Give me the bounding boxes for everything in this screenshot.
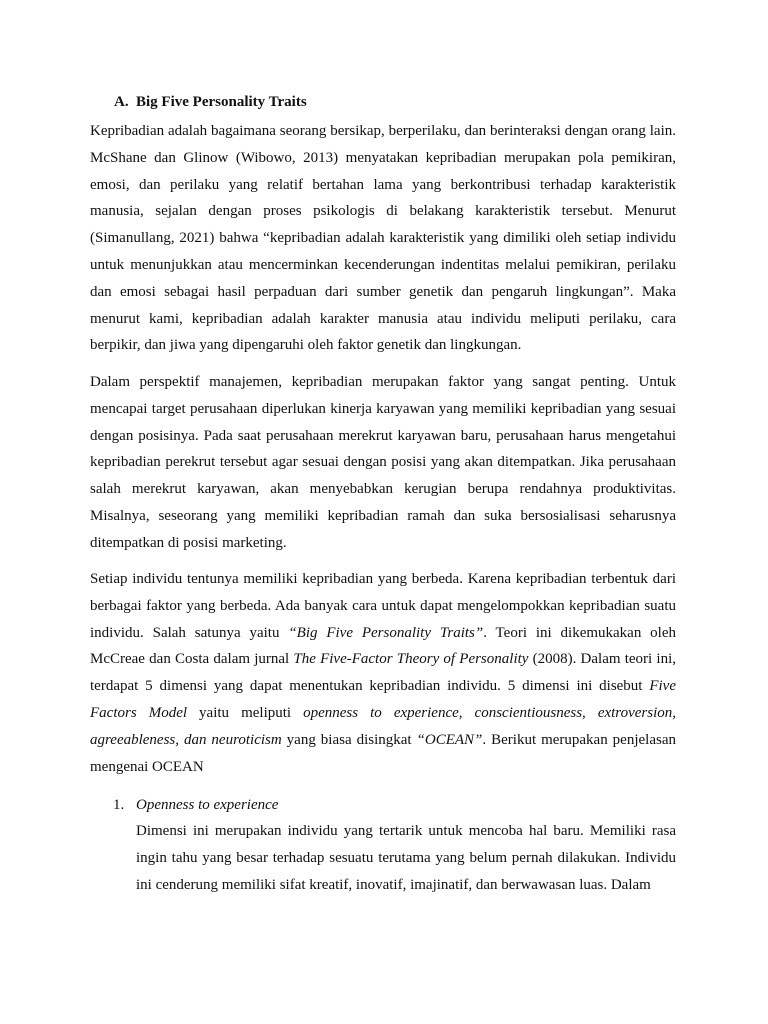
paragraph-3-text-6: . Berikut merupakan penjelasan mengenai OCEAN bbox=[90, 731, 676, 775]
list-item-number: 1. bbox=[113, 797, 125, 813]
paragraph-1: Kepribadian adalah bagaimana seorang bersikap, berperilaku, dan berinteraksi dengan orang lain. McShane dan Glinow (Wibowo, 2013) menyatakan kepribadian merupakan pola pemikiran, emosi, dan perilaku yang relatif bertahan lama yang berkontribusi terhadap karakteristik manusia, sejalan dengan proses psikologis di belakang karakteristik tersebut. Menurut (Simanullang, 2021) bahwa “kepribadian adalah karakteristik yang dimiliki oleh setiap individu untuk menunjukkan atau mencerminkan kecenderungan indentitas melalui pemikiran, perilaku dan emosi sebagai hasil perpaduan dari sumber genetik dan pengaruh lingkungan”. Maka menurut kami, kepribadian adalah karakter manusia atau individu meliputi perilaku, cara berpikir, dan jiwa yang dipengaruhi oleh faktor genetik dan lingkungan. bbox=[90, 123, 676, 354]
paragraph-3-italic-3: Five Factors Model bbox=[90, 678, 676, 721]
paragraph-3 bbox=[90, 566, 676, 780]
paragraph-3-text-2: . Teori ini dikemukakan oleh McCreae dan Costa dalam jurnal bbox=[90, 624, 677, 668]
paragraph-3-italic-1: “Big Five Personality Traits” bbox=[288, 624, 484, 641]
paragraph-3-italic-5: “OCEAN” bbox=[416, 731, 483, 748]
paragraph-3-text-1: Setiap individu tentunya memiliki kepribadian yang berbeda. Karena kepribadian terbentuk dari berbagai faktor yang berbeda. Ada banyak cara untuk dapat mengelompokkan kepribadian suatu individu. Salah satunya yaitu bbox=[90, 571, 676, 641]
section-heading bbox=[114, 92, 307, 112]
list-item-text: Dimensi ini merupakan individu yang tertarik untuk mencoba hal baru. Memiliki rasa ingin tahu yang besar terhadap sesuatu terutama yang belum pernah dilakukan. Individu ini cenderung memiliki sifat kreatif, inovatif, imajinatif, dan berwawasan luas. Dalam bbox=[136, 823, 676, 893]
paragraph-2: Dalam perspektif manajemen, kepribadian merupakan faktor yang sangat penting. Untuk mencapai target perusahaan diperlukan kinerja karyawan yang memiliki kepribadian yang sesuai dengan posisinya. Pada saat perusahaan merekrut karyawan baru, perusahaan harus mengetahui kepribadian perekrut tersebut agar sesuai dengan posisi yang akan ditempatkan. Jika perusahaan salah merekrut karyawan, akan menyebabkan kerugian berupa rendahnya produktivitas. Misalnya, seseorang yang memiliki kepribadian ramah dan suka bersosialisasi seharusnya ditempatkan di posisi marketing. bbox=[90, 374, 676, 551]
paragraph-3-text-3: (2008). Dalam teori ini, terdapat 5 dimensi yang dapat menentukan kepribadian individu. 5 dimensi ini disebut bbox=[90, 651, 676, 695]
paragraph-3-text-4: yaitu meliputi bbox=[187, 704, 304, 721]
section-title: Big Five Personality Traits bbox=[136, 94, 307, 110]
list-item-title: Openness to experience bbox=[136, 797, 279, 813]
paragraph-3-italic-2: The Five-Factor Theory of Personality bbox=[293, 651, 529, 668]
paragraph-3-italic-4: openness to experience, conscientiousness, extroversion, agreeableness, dan neuroticism bbox=[90, 704, 676, 748]
section-number: A. bbox=[114, 94, 129, 110]
paragraph-3-text-5: yang biasa disingkat bbox=[281, 731, 417, 748]
